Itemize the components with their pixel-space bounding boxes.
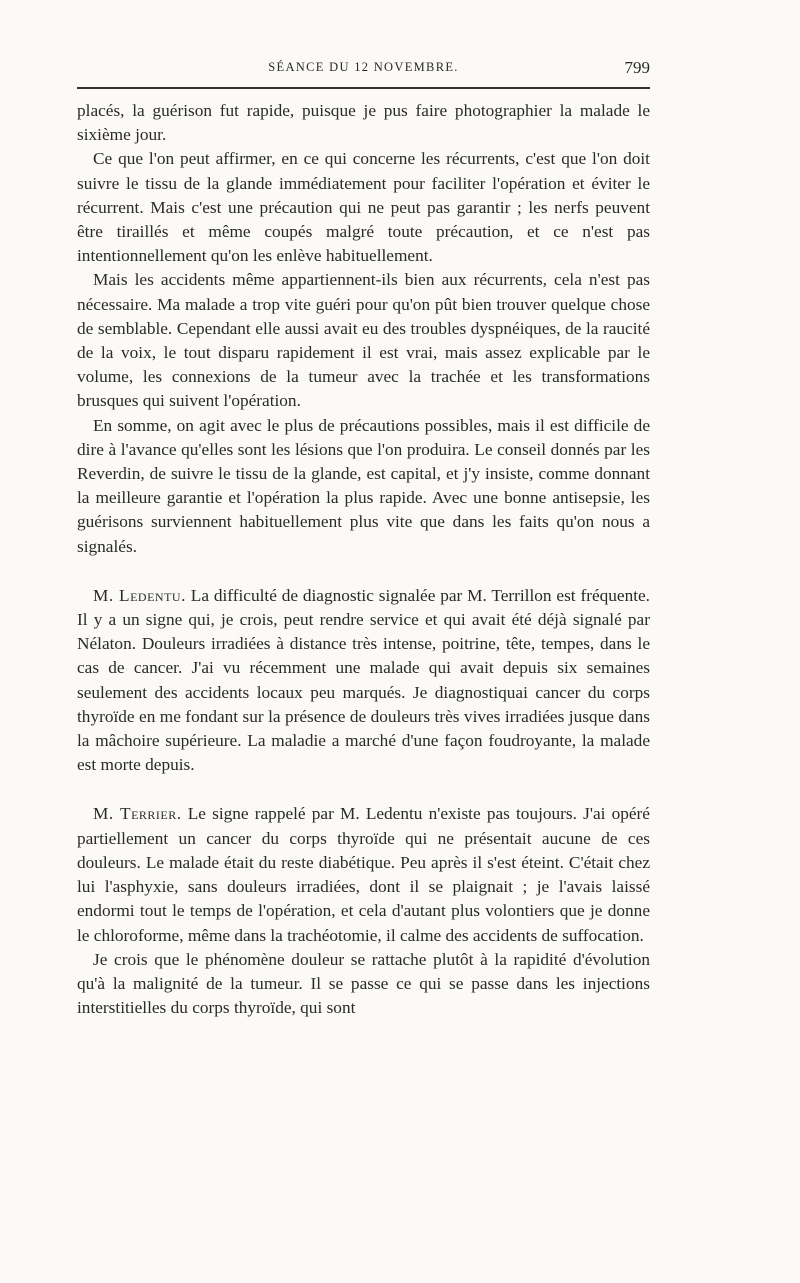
paragraph: Ce que l'on peut affirmer, en ce qui concerne les récurrents, c'est que l'on doit suivre le tissu de la glande immédiatement pour faciliter l'opération et éviter le récurrent. Mais c'est une précaution qui ne peut pas garantir ; les nerfs peuvent être tiraillés et même coupés malgré toute précaution, et ce n'est pas intentionnellement qu'on les enlève habituellement. (77, 149, 650, 266)
speech-ledentu (77, 584, 650, 778)
running-title: SÉANCE DU 12 NOVEMBRE. (268, 60, 459, 74)
speech-text: Le signe rappelé par M. Ledentu n'existe pas toujours. J'ai opéré partiellement un cancer du corps thyroïde qui ne présentait aucune de ces douleurs. Le malade était du reste diabétique. Peu après il s'est éteint. C'était chez lui l'asphyxie, sans douleurs irradiées, dont il se plaignait ; je l'avais laissé endormi tout le temps de l'opération, et cela d'autant plus volontiers que je donne le chloroforme, même dans la trachéotomie, il calme des accidents de suffocation. (77, 804, 650, 945)
speaker-name: M. Ledentu. (93, 585, 186, 605)
paragraph: Mais les accidents même appartiennent-ils bien aux récurrents, cela n'est pas nécessaire. Ma malade a trop vite guéri pour qu'on pût bien trouver quelque chose de semblable. Cependant elle aussi avait eu des troubles dyspnéiques, de la raucité de la voix, le tout disparu rapidement il est vrai, mais assez explicable par le volume, les connexions de la tumeur avec la trachée et les transformations brusques qui suivent l'opération. (77, 270, 650, 411)
paragraph: En somme, on agit avec le plus de précautions possibles, mais il est difficile de dire à l'avance qu'elles sont les lésions que l'on produira. Le conseil donnés par les Reverdin, de suivre le tissu de la glande, est capital, et j'y insiste, comme donnant la meilleure garantie et l'opération la plus rapide. Avec une bonne antisepsie, les guérisons surviennent habituellement plus vite que dans les faits qu'on nous a signalés. (77, 415, 650, 556)
speech-text: La difficulté de diagnostic signalée par M. Terrillon est fréquente. Il y a un signe qui, je crois, peut rendre service et qui avait été déjà signalé par Nélaton. Douleurs irradiées à distance très intense, poitrine, tête, tempes, dans le cas de cancer. J'ai vu récemment une malade qui avait depuis six semaines seulement des accidents locaux peu marqués. Je diagnostiquai cancer du corps thyroïde en me fondant sur la présence de douleurs très vives irradiées jusque dans la mâchoire supérieure. La maladie a marché d'une façon foudroyante, la malade est morte depuis. (77, 585, 651, 775)
body-text (77, 99, 650, 1020)
paragraph: Je crois que le phénomène douleur se rattache plutôt à la rapidité d'évolution qu'à la malignité de la tumeur. Il se passe ce qui se passe dans les injections interstitielles du corps thyroïde, qui sont (77, 949, 650, 1018)
paragraph-continuation: placés, la guérison fut rapide, puisque je pus faire photographier la malade le sixième jour. (77, 101, 650, 145)
speech-terrier (77, 802, 650, 947)
page-number: 799 (624, 58, 650, 77)
speaker-name: M. Terrier. (93, 804, 182, 824)
page-header (77, 58, 650, 84)
header-rule (77, 87, 650, 89)
